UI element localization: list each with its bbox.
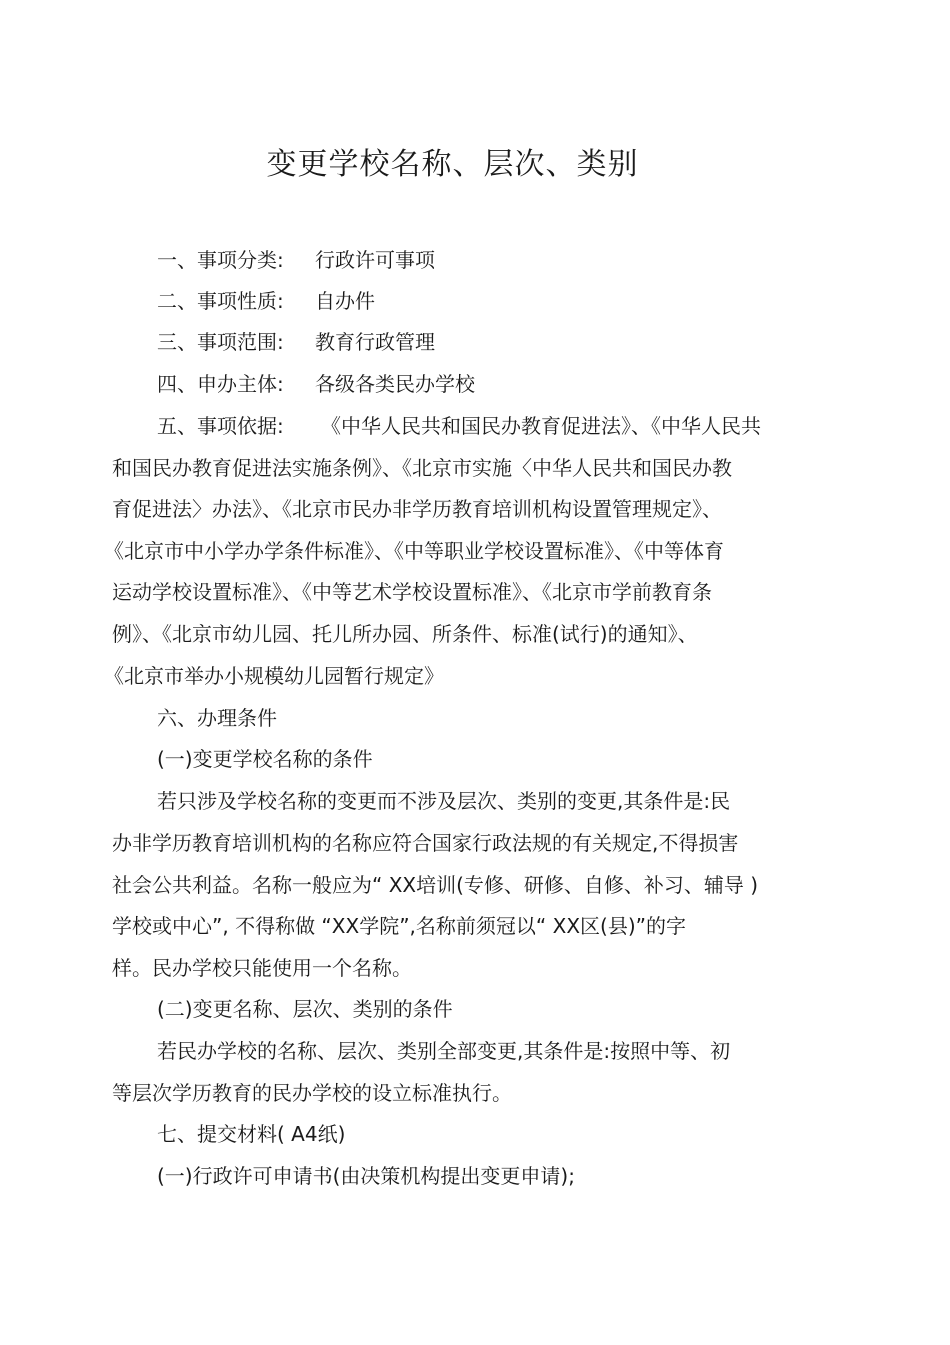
document-title: 变更学校名称、层次、类别 xyxy=(266,147,639,182)
item-scope-value: 教育行政管理 xyxy=(315,330,435,354)
conditions-sub1-line: 办非学历教育培训机构的名称应符合国家行政法规的有关规定,不得损害 xyxy=(112,831,739,855)
basis-line: 《北京市中小学办学条件标准》、《中等职业学校设置标准》、《中等体育 xyxy=(104,539,724,563)
conditions-sub1-line: 样。民办学校只能使用一个名称。 xyxy=(112,956,412,980)
item-category-label: 一、事项分类: xyxy=(157,248,284,272)
materials-item-1: (一)行政许可申请书(由决策机构提出变更申请); xyxy=(157,1164,575,1188)
conditions-sub2-line: 若民办学校的名称、层次、类别全部变更,其条件是:按照中等、初 xyxy=(157,1039,731,1063)
basis-first-line xyxy=(157,412,761,440)
basis-line: 《中华人民共和国民办教育促进法》、《中华人民共 xyxy=(321,414,761,438)
conditions-sub1-line: 若只涉及学校名称的变更而不涉及层次、类别的变更,其条件是:民 xyxy=(157,789,731,813)
item-subject-value: 各级各类民办学校 xyxy=(315,372,475,396)
item-subject-label: 四、申办主体: xyxy=(157,372,284,396)
item-nature-label: 二、事项性质: xyxy=(157,289,284,313)
conditions-sub2-heading: (二)变更名称、层次、类别的条件 xyxy=(157,997,453,1021)
item-scope xyxy=(157,328,435,356)
item-nature-value: 自办件 xyxy=(315,289,375,313)
conditions-sub1-heading: (一)变更学校名称的条件 xyxy=(157,747,373,771)
item-subject xyxy=(157,370,475,398)
conditions-sub2-line: 等层次学历教育的民办学校的设立标准执行。 xyxy=(112,1081,512,1105)
item-nature xyxy=(157,287,375,315)
basis-line: 《北京市举办小规模幼儿园暂行规定》 xyxy=(104,664,444,688)
item-scope-label: 三、事项范围: xyxy=(157,330,284,354)
basis-line: 育促进法〉办法》、《北京市民办非学历教育培训机构设置管理规定》、 xyxy=(112,497,722,521)
materials-heading: 七、提交材料( A4纸) xyxy=(157,1122,346,1146)
basis-label: 五、事项依据: xyxy=(157,414,284,438)
conditions-heading: 六、办理条件 xyxy=(157,706,277,730)
basis-line: 和国民办教育促进法实施条例》、《北京市实施〈中华人民共和国民办教 xyxy=(112,456,732,480)
basis-line: 运动学校设置标准》、《中等艺术学校设置标准》、《北京市学前教育条 xyxy=(112,580,712,604)
item-category-value: 行政许可事项 xyxy=(315,248,435,272)
conditions-sub1-line: 社会公共利益。名称一般应为“ XX培训(专修、研修、自修、补习、辅导 ) xyxy=(112,873,759,897)
basis-line: 例》、《北京市幼儿园、托儿所办园、所条件、标准(试行)的通知》、 xyxy=(112,622,698,646)
conditions-sub1-line: 学校或中心”, 不得称做 “XX学院”,名称前须冠以“ XX区(县)”的字 xyxy=(112,914,687,938)
item-category xyxy=(157,246,435,274)
